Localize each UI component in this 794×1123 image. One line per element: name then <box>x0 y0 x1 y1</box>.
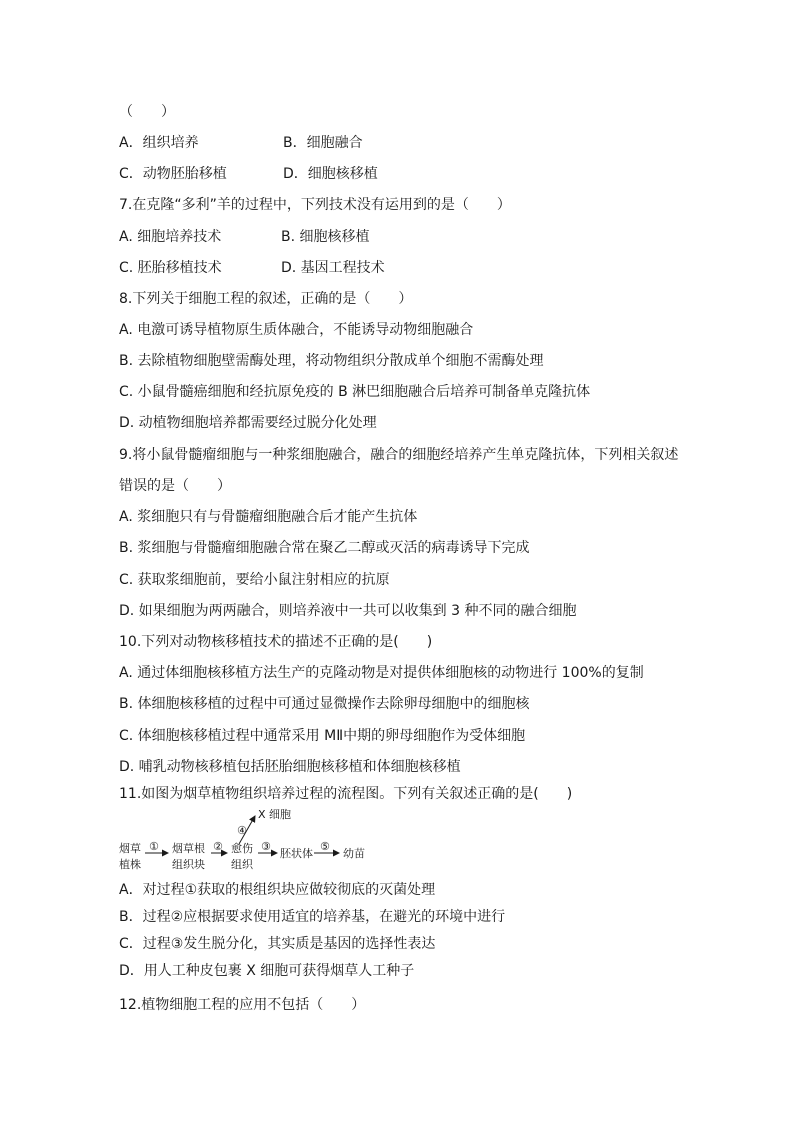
step-5-label: ⑤ <box>320 840 330 853</box>
q11-stem: 11.如图为烟草植物组织培养过程的流程图。下列有关叙述正确的是( ) <box>119 786 573 802</box>
q9-stem-line2: 错误的是（ ） <box>119 478 231 494</box>
q8-option-b: B. 去除植物细胞壁需酶处理，将动物组织分散成单个细胞不需酶处理 <box>119 353 544 369</box>
step-3-label: ③ <box>261 840 271 853</box>
node-tobacco-plant-line1: 烟草 <box>119 842 141 855</box>
q8-option-c: C. 小鼠骨髓癌细胞和经抗原免疫的 B 淋巴细胞融合后培养可制备单克隆抗体 <box>119 384 591 400</box>
node-embryoid: 胚状体 <box>280 847 313 860</box>
q6-option-c: C．动物胚胎移植 <box>119 166 227 182</box>
node-tobacco-plant-line2: 植株 <box>119 858 141 871</box>
q7-option-b: B. 细胞核移植 <box>281 229 370 245</box>
q11-option-c: C．过程③发生脱分化，其实质是基因的选择性表达 <box>119 936 436 952</box>
q11-option-d: D．用人工种皮包裹 X 细胞可获得烟草人工种子 <box>119 963 415 979</box>
q6-options-row2 <box>119 166 378 182</box>
node-root-tissue-line2: 组织块 <box>172 858 205 871</box>
q6-option-b: B．细胞融合 <box>283 135 363 151</box>
q6-options-row1 <box>119 135 363 151</box>
q9-stem-line1: 9.将小鼠骨髓瘤细胞与一种浆细胞融合，融合的细胞经培养产生单克隆抗体，下列相关叙述 <box>119 447 679 463</box>
q7-stem: 7.在克隆“多利”羊的过程中，下列技术没有运用到的是（ ） <box>119 197 511 213</box>
q11-option-b: B．过程②应根据要求使用适宜的培养基，在避光的环境中进行 <box>119 909 506 925</box>
node-callus-line2: 组织 <box>231 858 253 871</box>
q7-option-a: A. 细胞培养技术 <box>119 229 222 245</box>
step-2-label: ② <box>213 840 223 853</box>
q12-stem: 12.植物细胞工程的应用不包括（ ） <box>119 997 366 1013</box>
node-seedling: 幼苗 <box>343 847 365 860</box>
step-1-label: ① <box>149 840 159 853</box>
q11-flow-diagram <box>119 808 519 880</box>
q9-option-a: A. 浆细胞只有与骨髓瘤细胞融合后才能产生抗体 <box>119 509 418 525</box>
q10-option-a: A. 通过体细胞核移植方法生产的克隆动物是对提供体细胞核的动物进行 100%的复制 <box>119 665 644 681</box>
q7-options-row2 <box>119 260 385 276</box>
q10-option-c: C. 体细胞核移植过程中通常采用 MⅡ中期的卵母细胞作为受体细胞 <box>119 728 526 744</box>
q10-option-b: B. 体细胞核移植的过程中可通过显微操作去除卵母细胞中的细胞核 <box>119 696 530 712</box>
step-4-label: ④ <box>237 824 247 837</box>
q7-option-c: C. 胚胎移植技术 <box>119 260 222 276</box>
q8-stem: 8.下列关于细胞工程的叙述，正确的是（ ） <box>119 291 413 307</box>
q7-options-row1 <box>119 229 370 245</box>
q6-stem-end: （ ） <box>119 104 175 120</box>
q9-option-d: D. 如果细胞为两两融合，则培养液中一共可以收集到 3 种不同的融合细胞 <box>119 603 577 619</box>
q11-option-a: A．对过程①获取的根组织块应做较彻底的灭菌处理 <box>119 882 436 898</box>
q10-option-d: D. 哺乳动物核移植包括胚胎细胞核移植和体细胞核移植 <box>119 759 461 775</box>
q6-option-d: D．细胞核移植 <box>283 166 378 182</box>
q9-option-c: C. 获取浆细胞前，要给小鼠注射相应的抗原 <box>119 572 390 588</box>
q8-option-a: A. 电激可诱导植物原生质体融合，不能诱导动物细胞融合 <box>119 322 474 338</box>
node-callus-line1: 愈伤 <box>231 842 253 855</box>
x-cell-label: X 细胞 <box>258 808 292 821</box>
q10-stem: 10.下列对动物核移植技术的描述不正确的是( ) <box>119 634 433 650</box>
q8-option-d: D. 动植物细胞培养都需要经过脱分化处理 <box>119 415 377 431</box>
q6-option-a: A．组织培养 <box>119 135 199 151</box>
q9-option-b: B. 浆细胞与骨髓瘤细胞融合常在聚乙二醇或灭活的病毒诱导下完成 <box>119 540 530 556</box>
q7-option-d: D. 基因工程技术 <box>281 260 385 276</box>
node-root-tissue-line1: 烟草根 <box>172 842 205 855</box>
